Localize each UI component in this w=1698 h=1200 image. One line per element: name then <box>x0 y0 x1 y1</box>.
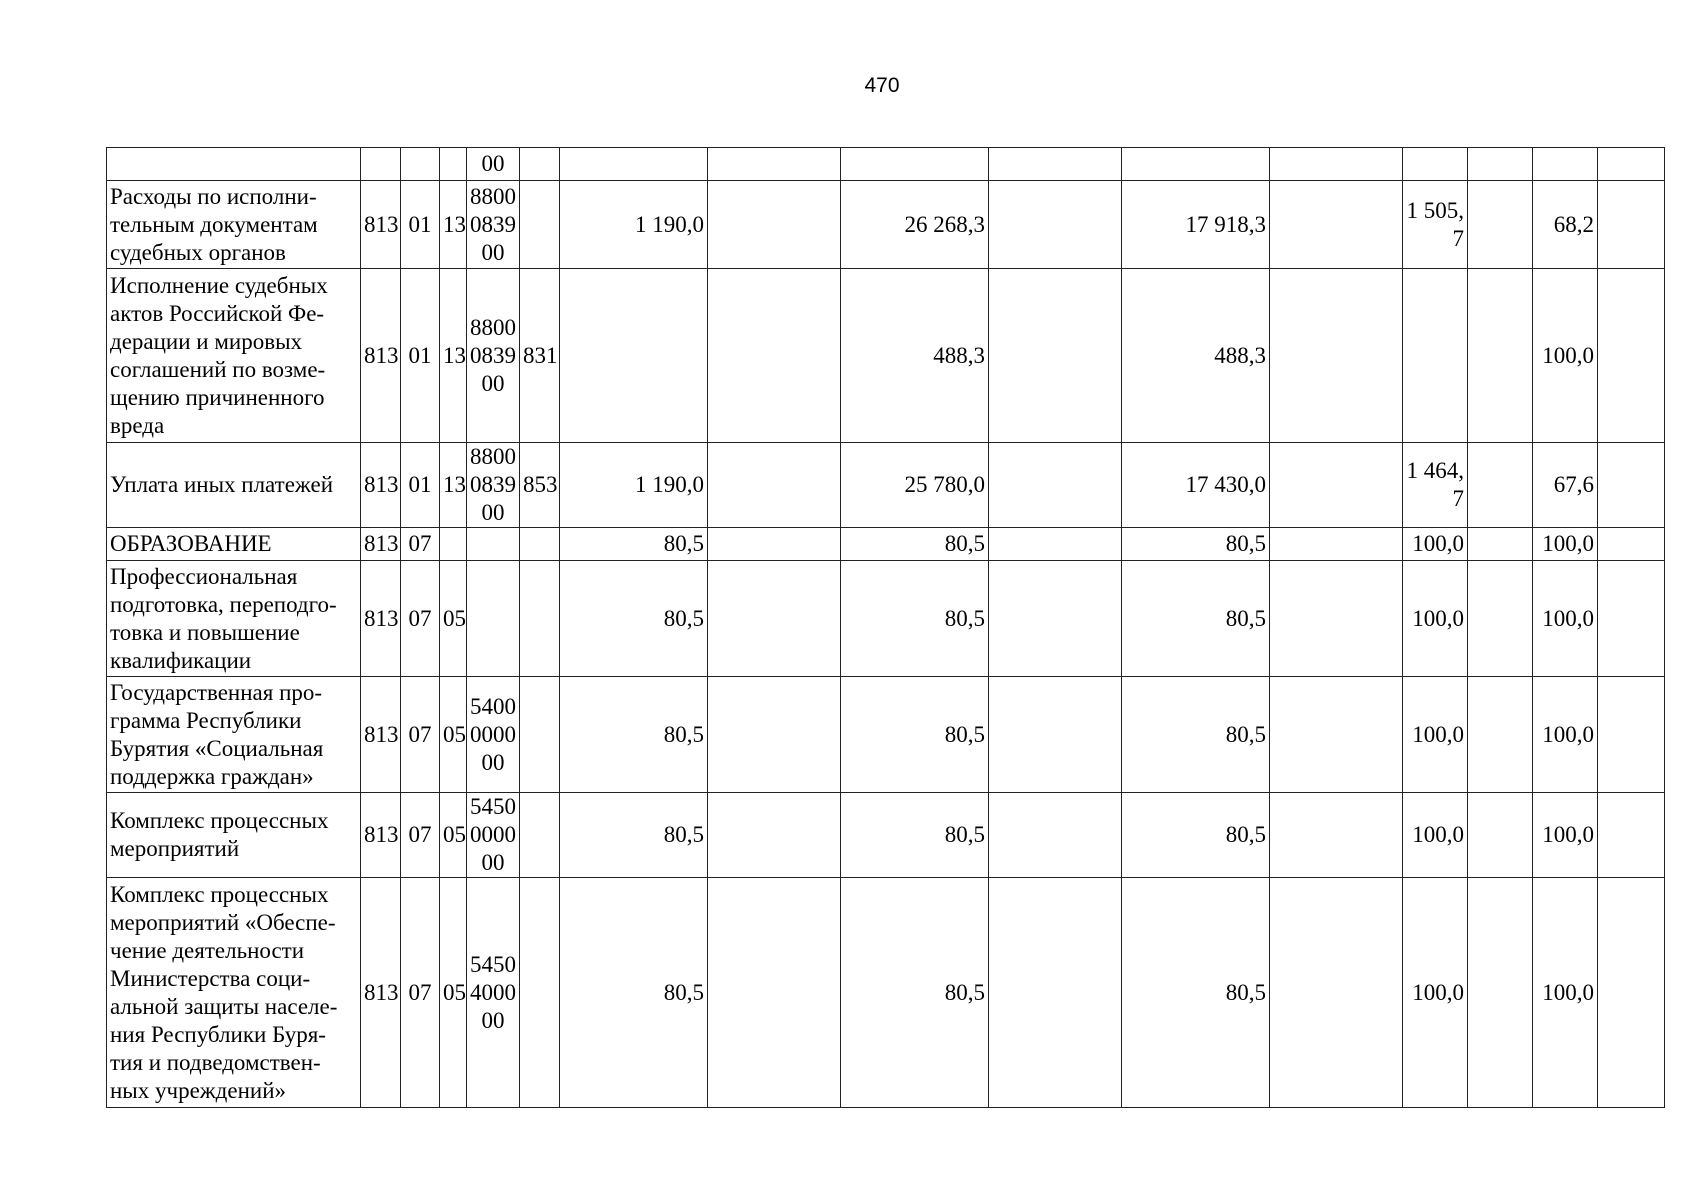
table-row <box>107 677 1665 793</box>
cell-value-6 <box>1270 269 1403 443</box>
cell-value-4 <box>989 677 1122 793</box>
cell-percent-3: 100,0 <box>1533 677 1598 793</box>
cell-percent-1 <box>1403 148 1468 181</box>
cell-value-2 <box>708 528 841 561</box>
cell-name: Исполнение судебных актов Российской Фе-дерации и мировых соглашений по возме-щению причиненного вреда <box>107 269 361 443</box>
cell-subsection: 05 <box>440 793 467 878</box>
cell-grbs: 813 <box>361 561 401 677</box>
cell-percent-1: 1 505,7 <box>1403 181 1468 269</box>
cell-percent-1: 100,0 <box>1403 793 1468 878</box>
cell-empty <box>1598 443 1665 528</box>
cell-value-2 <box>708 561 841 677</box>
table-row <box>107 793 1665 878</box>
cell-empty <box>1598 181 1665 269</box>
cell-percent-2 <box>1468 269 1533 443</box>
cell-percent-2 <box>1468 148 1533 181</box>
cell-percent-3: 100,0 <box>1533 269 1598 443</box>
cell-percent-2 <box>1468 528 1533 561</box>
cell-section: 07 <box>401 793 440 878</box>
cell-value-3: 80,5 <box>841 677 989 793</box>
cell-grbs: 813 <box>361 181 401 269</box>
cell-value-4 <box>989 878 1122 1108</box>
cell-expense-type <box>520 528 560 561</box>
cell-percent-2 <box>1468 561 1533 677</box>
table-row <box>107 148 1665 181</box>
cell-target-article: 00 <box>467 148 520 181</box>
cell-name: Профессиональная подготовка, переподго-товка и повышение квалификации <box>107 561 361 677</box>
cell-name <box>107 148 361 181</box>
cell-value-6 <box>1270 561 1403 677</box>
cell-value-5: 80,5 <box>1122 561 1270 677</box>
cell-section: 01 <box>401 181 440 269</box>
cell-value-4 <box>989 793 1122 878</box>
cell-percent-1: 100,0 <box>1403 677 1468 793</box>
cell-value-4 <box>989 443 1122 528</box>
cell-value-3: 80,5 <box>841 528 989 561</box>
cell-value-4 <box>989 269 1122 443</box>
cell-target-article: 8800083900 <box>467 269 520 443</box>
cell-subsection: 05 <box>440 878 467 1108</box>
table-row <box>107 561 1665 677</box>
cell-subsection: 13 <box>440 443 467 528</box>
cell-percent-1: 100,0 <box>1403 561 1468 677</box>
cell-expense-type <box>520 561 560 677</box>
cell-value-2 <box>708 269 841 443</box>
table-row <box>107 528 1665 561</box>
cell-empty <box>1598 269 1665 443</box>
cell-subsection <box>440 148 467 181</box>
cell-value-5: 17 918,3 <box>1122 181 1270 269</box>
cell-target-article: 8800083900 <box>467 443 520 528</box>
cell-name: Расходы по исполни-тельным документам судебных органов <box>107 181 361 269</box>
cell-value-4 <box>989 528 1122 561</box>
cell-value-6 <box>1270 793 1403 878</box>
cell-name: Комплекс процессных мероприятий «Обеспе-чение деятельности Министерства соци-альной защиты населе-ния Республики Буря-тия и подведомствен-ных учреждений» <box>107 878 361 1108</box>
cell-subsection: 13 <box>440 269 467 443</box>
cell-subsection: 05 <box>440 561 467 677</box>
cell-percent-2 <box>1468 878 1533 1108</box>
cell-value-2 <box>708 443 841 528</box>
cell-grbs: 813 <box>361 677 401 793</box>
cell-subsection: 05 <box>440 677 467 793</box>
cell-value-6 <box>1270 677 1403 793</box>
cell-percent-2 <box>1468 793 1533 878</box>
cell-value-5: 80,5 <box>1122 677 1270 793</box>
cell-percent-3: 68,2 <box>1533 181 1598 269</box>
cell-value-3: 80,5 <box>841 561 989 677</box>
cell-percent-3: 67,6 <box>1533 443 1598 528</box>
cell-value-3: 80,5 <box>841 793 989 878</box>
cell-section <box>401 148 440 181</box>
cell-section: 07 <box>401 528 440 561</box>
cell-percent-1: 100,0 <box>1403 878 1468 1108</box>
cell-value-2 <box>708 181 841 269</box>
cell-target-article <box>467 561 520 677</box>
cell-percent-3: 100,0 <box>1533 793 1598 878</box>
cell-value-6 <box>1270 181 1403 269</box>
cell-grbs: 813 <box>361 269 401 443</box>
cell-subsection <box>440 528 467 561</box>
cell-percent-2 <box>1468 677 1533 793</box>
cell-section: 07 <box>401 677 440 793</box>
cell-empty <box>1598 878 1665 1108</box>
cell-name: Государственная про-грамма Республики Бурятия «Социальная поддержка граждан» <box>107 677 361 793</box>
cell-value-1: 1 190,0 <box>560 443 708 528</box>
table-body <box>107 148 1665 1108</box>
cell-percent-2 <box>1468 443 1533 528</box>
table-row <box>107 269 1665 443</box>
cell-value-6 <box>1270 148 1403 181</box>
cell-value-1: 80,5 <box>560 561 708 677</box>
cell-percent-1 <box>1403 269 1468 443</box>
cell-percent-1: 1 464,7 <box>1403 443 1468 528</box>
cell-expense-type <box>520 878 560 1108</box>
cell-value-5: 80,5 <box>1122 878 1270 1108</box>
cell-section: 01 <box>401 443 440 528</box>
cell-value-1 <box>560 269 708 443</box>
table-row <box>107 443 1665 528</box>
cell-value-2 <box>708 148 841 181</box>
cell-value-5: 17 430,0 <box>1122 443 1270 528</box>
cell-value-5: 80,5 <box>1122 528 1270 561</box>
cell-empty <box>1598 148 1665 181</box>
cell-value-4 <box>989 561 1122 677</box>
cell-section: 07 <box>401 561 440 677</box>
cell-value-2 <box>708 677 841 793</box>
cell-value-6 <box>1270 878 1403 1108</box>
cell-value-2 <box>708 793 841 878</box>
cell-value-1: 80,5 <box>560 878 708 1108</box>
table-row <box>107 181 1665 269</box>
cell-value-2 <box>708 878 841 1108</box>
cell-value-3: 25 780,0 <box>841 443 989 528</box>
cell-grbs <box>361 148 401 181</box>
cell-percent-3: 100,0 <box>1533 878 1598 1108</box>
cell-name: ОБРАЗОВАНИЕ <box>107 528 361 561</box>
budget-execution-table <box>106 147 1665 1108</box>
cell-percent-3 <box>1533 148 1598 181</box>
cell-empty <box>1598 793 1665 878</box>
cell-name: Уплата иных платежей <box>107 443 361 528</box>
cell-value-1: 80,5 <box>560 677 708 793</box>
cell-value-5: 80,5 <box>1122 793 1270 878</box>
cell-value-1 <box>560 148 708 181</box>
cell-target-article: 5450000000 <box>467 793 520 878</box>
cell-value-4 <box>989 181 1122 269</box>
cell-value-3: 26 268,3 <box>841 181 989 269</box>
cell-value-5 <box>1122 148 1270 181</box>
cell-value-5: 488,3 <box>1122 269 1270 443</box>
cell-percent-2 <box>1468 181 1533 269</box>
cell-value-4 <box>989 148 1122 181</box>
cell-expense-type: 831 <box>520 269 560 443</box>
cell-value-3: 488,3 <box>841 269 989 443</box>
page-number: 470 <box>864 74 900 97</box>
cell-value-3 <box>841 148 989 181</box>
cell-percent-3: 100,0 <box>1533 528 1598 561</box>
cell-target-article: 5450400000 <box>467 878 520 1108</box>
cell-grbs: 813 <box>361 793 401 878</box>
cell-expense-type <box>520 677 560 793</box>
cell-subsection: 13 <box>440 181 467 269</box>
cell-value-1: 1 190,0 <box>560 181 708 269</box>
cell-value-6 <box>1270 528 1403 561</box>
cell-name: Комплекс процессных мероприятий <box>107 793 361 878</box>
cell-value-1: 80,5 <box>560 793 708 878</box>
cell-section: 07 <box>401 878 440 1108</box>
cell-target-article <box>467 528 520 561</box>
cell-target-article: 8800083900 <box>467 181 520 269</box>
cell-target-article: 5400000000 <box>467 677 520 793</box>
cell-empty <box>1598 528 1665 561</box>
cell-percent-1: 100,0 <box>1403 528 1468 561</box>
cell-section: 01 <box>401 269 440 443</box>
cell-expense-type <box>520 181 560 269</box>
cell-percent-3: 100,0 <box>1533 561 1598 677</box>
cell-value-1: 80,5 <box>560 528 708 561</box>
cell-expense-type: 853 <box>520 443 560 528</box>
cell-empty <box>1598 677 1665 793</box>
cell-expense-type <box>520 148 560 181</box>
cell-value-6 <box>1270 443 1403 528</box>
cell-grbs: 813 <box>361 528 401 561</box>
cell-grbs: 813 <box>361 443 401 528</box>
table-row <box>107 878 1665 1108</box>
cell-grbs: 813 <box>361 878 401 1108</box>
cell-expense-type <box>520 793 560 878</box>
cell-empty <box>1598 561 1665 677</box>
cell-value-3: 80,5 <box>841 878 989 1108</box>
